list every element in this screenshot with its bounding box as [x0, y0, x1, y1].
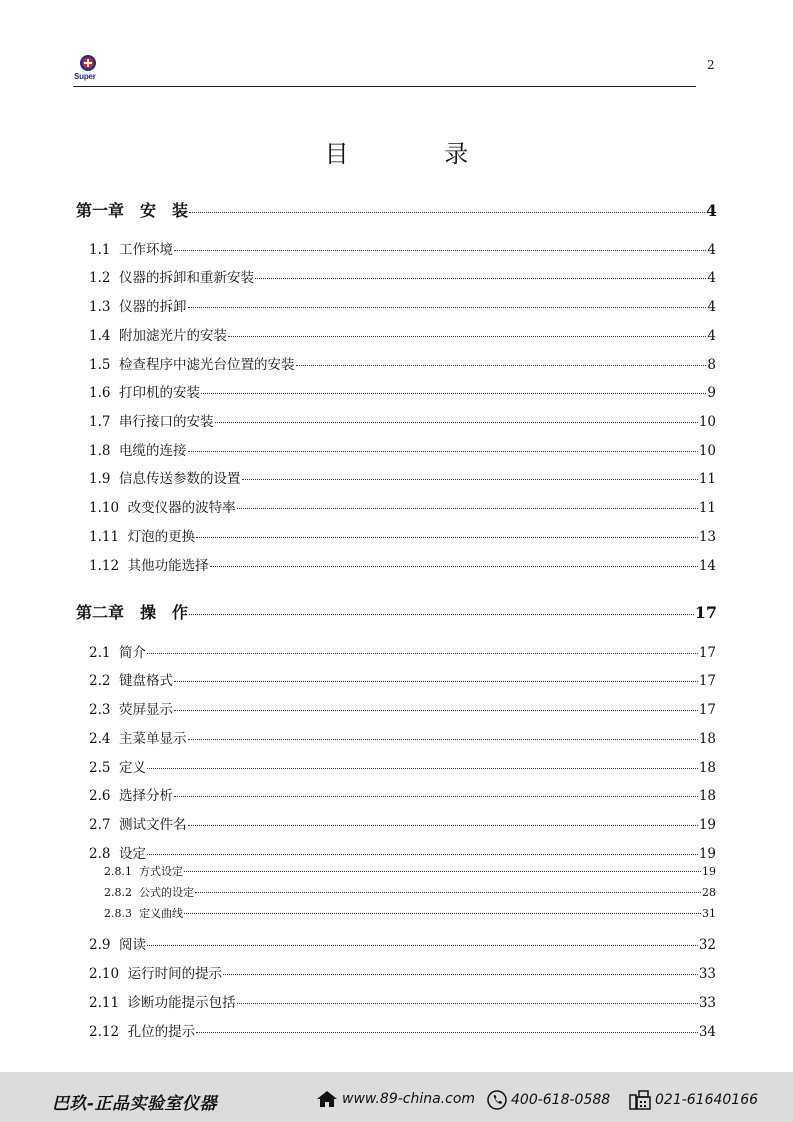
toc-leader: [147, 854, 698, 855]
logo-text: Super: [74, 72, 96, 81]
toc-page-number: 34: [698, 1024, 716, 1040]
toc-section-label: 2.9 阅读: [89, 937, 147, 953]
toc-leader: [196, 537, 698, 538]
footer-website[interactable]: [316, 1090, 475, 1108]
toc-page-number: 17: [698, 645, 716, 661]
toc-section[interactable]: [89, 962, 716, 982]
toc-leader: [189, 212, 705, 213]
toc-section-label: 1.3 仪器的拆卸: [89, 299, 187, 315]
footer-website-text: www.89-china.com: [342, 1091, 476, 1107]
page-number: 2: [707, 58, 715, 72]
toc-leader: [237, 1003, 698, 1004]
toc-subsection[interactable]: [104, 905, 716, 921]
toc-section-label: 1.2 仪器的拆卸和重新安装: [89, 270, 255, 286]
toc-leader: [228, 336, 706, 337]
toc-section-label: 2.8 设定: [89, 846, 147, 862]
toc-page-number: 28: [702, 886, 716, 899]
toc-section[interactable]: [89, 669, 716, 689]
toc-section-label: 1.8 电缆的连接: [89, 443, 187, 459]
toc-leader: [174, 681, 698, 682]
footer-fax[interactable]: [629, 1090, 758, 1110]
toc-leader: [188, 307, 707, 308]
toc-section[interactable]: [89, 467, 716, 487]
toc-page-number: 31: [702, 907, 716, 920]
toc-leader: [242, 479, 698, 480]
toc-leader: [223, 974, 698, 975]
toc-leader: [147, 653, 698, 654]
toc-chapter-label: 第二章 操 作: [76, 603, 189, 622]
toc-section-label: 1.9 信息传送参数的设置: [89, 471, 241, 487]
toc-subsection-label: 2.8.3 定义曲线: [104, 907, 183, 920]
toc-section[interactable]: [89, 698, 716, 718]
toc-section-label: 1.11 灯泡的更换: [89, 529, 196, 545]
toc-section[interactable]: [89, 991, 716, 1011]
toc-leader: [147, 768, 698, 769]
toc-section[interactable]: [89, 727, 716, 747]
toc-subsection-label: 2.8.1 方式设定: [104, 865, 183, 878]
toc-section[interactable]: [89, 496, 716, 516]
toc-section-label: 2.3 荧屏显示: [89, 702, 174, 718]
toc-leader: [201, 393, 706, 394]
toc-section-label: 2.12 孔位的提示: [89, 1024, 196, 1040]
page-footer: [0, 1072, 793, 1122]
toc-subsection[interactable]: [104, 863, 716, 879]
toc-leader: [296, 365, 707, 366]
toc-subsection-label: 2.8.2 公式的设定: [104, 886, 194, 899]
toc-section-label: 1.1 工作环境: [89, 242, 174, 258]
toc-page-number: 19: [702, 865, 716, 878]
toc-leader: [184, 913, 701, 914]
toc-page-number: 4: [707, 270, 716, 286]
toc-leader: [184, 871, 701, 872]
toc-section[interactable]: [89, 842, 716, 862]
toc-section-label: 2.1 简介: [89, 645, 147, 661]
toc-leader: [188, 739, 698, 740]
footer-phone[interactable]: [487, 1090, 610, 1110]
toc-section[interactable]: [89, 238, 716, 258]
toc-section[interactable]: [89, 381, 716, 401]
toc-page-number: 14: [698, 558, 716, 574]
toc-page-number: 4: [707, 299, 716, 315]
toc-leader: [215, 422, 698, 423]
toc-section-label: 2.6 选择分析: [89, 788, 174, 804]
toc-page-number: 4: [705, 201, 717, 220]
toc-chapter-1[interactable]: [76, 198, 717, 221]
toc-leader: [174, 796, 698, 797]
toc-section-label: 1.10 改变仪器的波特率: [89, 500, 236, 516]
toc-section[interactable]: [89, 410, 716, 430]
toc-section-label: 1.6 打印机的安装: [89, 385, 201, 401]
toc-section[interactable]: [89, 933, 716, 953]
footer-fax-text: 021-61640166: [655, 1092, 759, 1108]
footer-phone-text: 400-618-0588: [511, 1092, 611, 1108]
toc-page-number: 11: [698, 471, 716, 487]
toc-section[interactable]: [89, 353, 716, 373]
toc-page-number: 11: [698, 500, 716, 516]
toc-leader: [174, 250, 706, 251]
toc-page-number: 18: [698, 788, 716, 804]
toc-section[interactable]: [89, 525, 716, 545]
toc-page-number: 10: [698, 414, 716, 430]
toc-section[interactable]: [89, 756, 716, 776]
toc-chapter-label: 第一章 安 装: [76, 201, 189, 220]
toc-leader: [255, 278, 706, 279]
toc-page-number: 19: [698, 846, 716, 862]
toc-section[interactable]: [89, 784, 716, 804]
toc-leader: [195, 892, 701, 893]
toc-leader: [237, 508, 698, 509]
toc-leader: [196, 1032, 698, 1033]
toc-page-number: 9: [707, 385, 716, 401]
logo-emblem-icon: [78, 54, 98, 72]
toc-section-label: 2.4 主菜单显示: [89, 731, 187, 747]
toc-section[interactable]: [89, 813, 716, 833]
phone-icon: [487, 1090, 507, 1110]
toc-leader: [147, 945, 698, 946]
toc-leader: [188, 451, 698, 452]
toc-section-label: 2.10 运行时间的提示: [89, 966, 223, 982]
toc-subsection[interactable]: [104, 884, 716, 900]
fax-icon: [629, 1090, 651, 1110]
toc-section[interactable]: [89, 439, 716, 459]
toc-chapter-2[interactable]: [76, 600, 717, 623]
toc-section[interactable]: [89, 324, 716, 344]
toc-page-number: 17: [698, 673, 716, 689]
toc-title: 目 录: [324, 140, 513, 168]
toc-page-number: 32: [698, 937, 716, 953]
toc-page-number: 17: [694, 603, 717, 622]
toc-section-label: 1.7 串行接口的安装: [89, 414, 214, 430]
footer-brand: 巴玖-正品实验室仪器: [52, 1094, 218, 1114]
toc-leader: [174, 710, 698, 711]
toc-section-label: 1.5 检查程序中滤光台位置的安装: [89, 357, 295, 373]
toc-page-number: 17: [698, 702, 716, 718]
toc-section[interactable]: [89, 554, 716, 574]
page-header: [73, 54, 696, 87]
toc-section[interactable]: [89, 266, 716, 286]
toc-section[interactable]: [89, 295, 716, 315]
toc-page-number: 13: [698, 529, 716, 545]
toc-page-number: 4: [707, 242, 716, 258]
toc-section[interactable]: [89, 1020, 716, 1040]
toc-section-label: 1.12 其他功能选择: [89, 558, 209, 574]
toc-section-label: 2.11 诊断功能提示包括: [89, 995, 236, 1011]
toc-page-number: 4: [707, 328, 716, 344]
toc-page-number: 18: [698, 731, 716, 747]
toc-section-label: 2.7 测试文件名: [89, 817, 187, 833]
toc-section[interactable]: [89, 641, 716, 661]
toc-leader: [210, 566, 698, 567]
toc-page-number: 10: [698, 443, 716, 459]
toc-leader: [188, 825, 698, 826]
company-logo: [74, 54, 104, 84]
home-icon: [316, 1090, 338, 1108]
toc-leader: [189, 614, 694, 615]
toc-page-number: 18: [698, 760, 716, 776]
toc-page-number: 19: [698, 817, 716, 833]
toc-page-number: 33: [698, 995, 716, 1011]
toc-section-label: 1.4 附加滤光片的安装: [89, 328, 228, 344]
toc-page-number: 33: [698, 966, 716, 982]
toc-page-number: 8: [707, 357, 716, 373]
toc-section-label: 2.2 键盘格式: [89, 673, 174, 689]
toc-section-label: 2.5 定义: [89, 760, 147, 776]
